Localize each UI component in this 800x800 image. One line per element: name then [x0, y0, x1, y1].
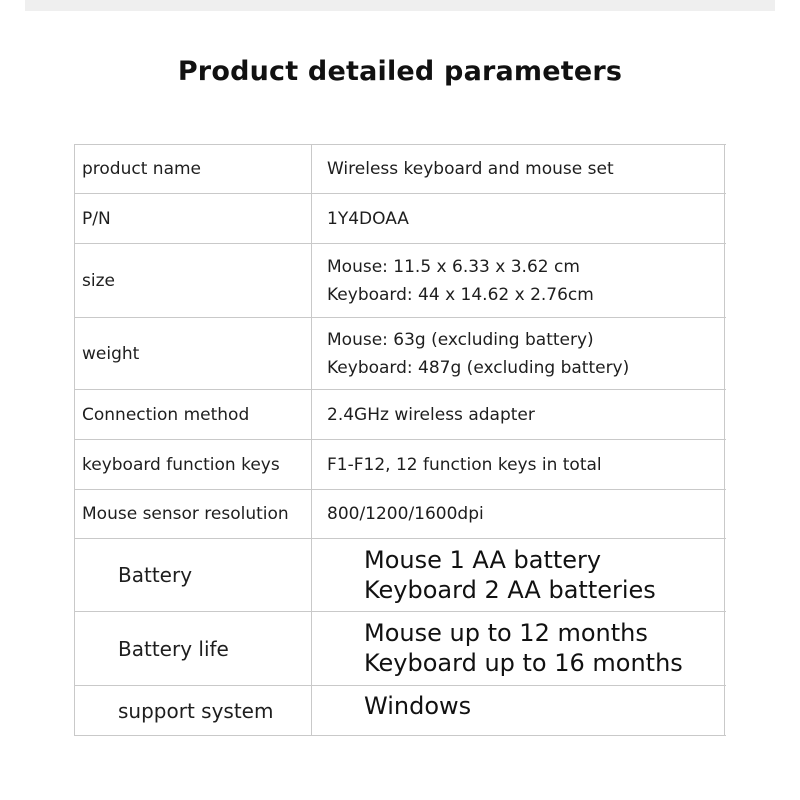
row-value — [312, 490, 725, 538]
page-title: Product detailed parameters — [177, 56, 623, 87]
table-row-pn — [75, 194, 726, 244]
value-line: Keyboard 2 AA batteries — [364, 576, 656, 604]
table-row-weight — [75, 318, 726, 390]
value-line: Mouse: 11.5 x 6.33 x 3.62 cm — [327, 256, 580, 277]
row-label: weight — [75, 318, 312, 389]
table-row-size — [75, 244, 726, 318]
row-value — [312, 145, 725, 193]
value-line: 1Y4DOAA — [327, 208, 409, 229]
table-row-sensor-resolution — [75, 490, 726, 539]
row-label: Battery — [75, 539, 312, 611]
value-line: Windows — [364, 692, 472, 720]
value-line: Wireless keyboard and mouse set — [327, 159, 614, 179]
value-line: Mouse: 63g (excluding battery) — [327, 329, 594, 350]
table-row-product-name — [75, 145, 726, 194]
row-label: Battery life — [75, 612, 312, 685]
row-label: Mouse sensor resolution — [75, 490, 312, 538]
value-line: Keyboard: 487g (excluding battery) — [327, 357, 630, 378]
row-value — [312, 440, 725, 489]
value-line: Mouse up to 12 months — [364, 619, 648, 647]
table-row-function-keys — [75, 440, 726, 490]
row-label: keyboard function keys — [75, 440, 312, 489]
table-row-support-system — [75, 686, 726, 736]
row-value — [312, 539, 725, 611]
value-line: Mouse 1 AA battery — [364, 546, 602, 574]
table-row-battery-life — [75, 612, 726, 686]
top-divider-bar — [25, 0, 775, 11]
row-label: Connection method — [75, 390, 312, 439]
value-line: F1-F12, 12 function keys in total — [327, 454, 602, 475]
value-line: Keyboard: 44 x 14.62 x 2.76cm — [327, 284, 594, 305]
row-value — [312, 390, 725, 439]
row-value — [312, 244, 725, 317]
row-label: size — [75, 244, 312, 317]
row-label: P/N — [75, 194, 312, 243]
row-value — [312, 194, 725, 243]
row-label: product name — [75, 145, 312, 193]
table-row-connection-method — [75, 390, 726, 440]
parameters-table — [74, 144, 726, 736]
value-line: 800/1200/1600dpi — [327, 504, 484, 524]
table-row-battery — [75, 539, 726, 612]
row-value — [312, 686, 725, 735]
value-line: Keyboard up to 16 months — [364, 649, 683, 677]
row-value — [312, 318, 725, 389]
row-label: support system — [75, 686, 312, 735]
value-line: 2.4GHz wireless adapter — [327, 404, 535, 425]
row-value — [312, 612, 725, 685]
